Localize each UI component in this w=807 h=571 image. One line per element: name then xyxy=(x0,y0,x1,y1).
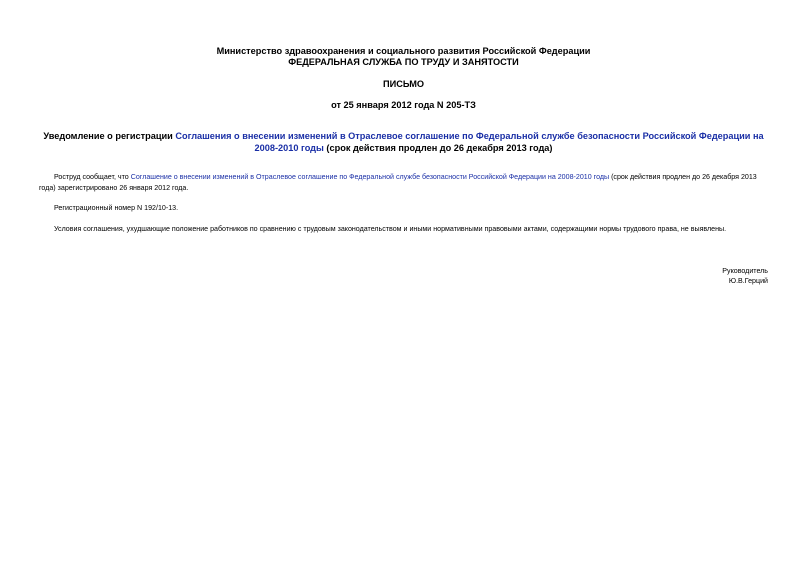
notice-prefix: Уведомление о регистрации xyxy=(43,131,176,141)
body-paragraph-conditions: Условия соглашения, ухудшающие положение работников по сравнению с трудовым законодательством и иными нормативными правовыми актами, содержащими нормы трудового права, не выявлены. xyxy=(54,225,727,233)
signature-name: Ю.В.Герций xyxy=(728,277,768,285)
notice-suffix: (срок действия продлен до 26 декабря 2013 года) xyxy=(323,143,553,153)
ministry-heading: Министерство здравоохранения и социального развития Российской Федерации xyxy=(216,46,591,56)
p1-prefix: Роструд сообщает, что xyxy=(54,173,131,181)
signature-title: Руководитель xyxy=(722,267,768,275)
notice-title xyxy=(36,130,771,154)
agreement-link-body[interactable]: Соглашение о внесении изменений в Отраслевое соглашение по Федеральной службе безопасности Российской Федерации на 2008-2010 годы xyxy=(130,173,610,181)
doc-type-heading: ПИСЬМО xyxy=(382,79,425,89)
body-paragraph-registration xyxy=(39,172,769,193)
agreement-link-title[interactable]: Соглашения о внесении изменений в Отраслевое соглашение по Федеральной службе безопасности Российской Федерации на 2008-2010 годы xyxy=(175,131,764,153)
p1-suffix: (срок действия продлен до 26 декабря 2013 года) зарегистрировано 26 января 2012 года. xyxy=(39,173,757,192)
service-heading: ФЕДЕРАЛЬНАЯ СЛУЖБА ПО ТРУДУ И ЗАНЯТОСТИ xyxy=(288,57,519,67)
date-number-heading: от 25 января 2012 года N 205-ТЗ xyxy=(331,100,476,110)
body-paragraph-reg-number: Регистрационный номер N 192/10-13. xyxy=(54,204,179,212)
